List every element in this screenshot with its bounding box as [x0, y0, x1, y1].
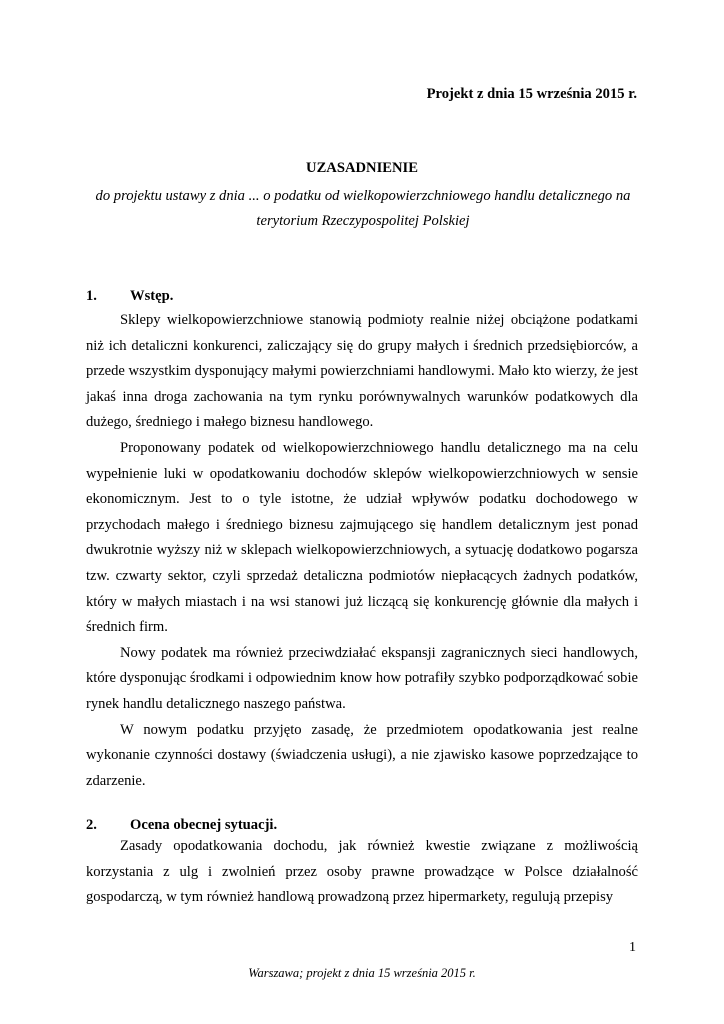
- section-heading-2: [86, 817, 277, 834]
- section-number-2: 2.: [86, 817, 97, 833]
- page-footer: Warszawa; projekt z dnia 15 września 2015 r.: [248, 966, 476, 980]
- paragraph: Zasady opodatkowania dochodu, jak również kwestie związane z możliwością korzystania z ulg i zwolnień przez osoby prawne prowadzące w Polsce działalność gospodarczą, w tym również handlową prowadzoną przez hipermarkety, regulują przepisy: [86, 838, 638, 906]
- paragraph: Nowy podatek ma również przeciwdziałać ekspansji zagranicznych sieci handlowych, które dysponując środkami i odpowiednim know how potrafiły szybko podporządkować sobie rynek handlu detalicznego naszego państwa.: [86, 644, 638, 712]
- project-date: Projekt z dnia 15 września 2015 r.: [426, 86, 637, 102]
- section-heading-1: [86, 288, 173, 305]
- paragraph: Proponowany podatek od wielkopowierzchniowego handlu detalicznego ma na celu wypełnienie luki w opodatkowaniu dochodów sklepów wielkopowierzchniowych w sensie ekonomicznym. Jest to o tyle istotne, że udział wpływów podatku dochodowego w przychodach małego i średniego biznesu zajmującego się handlem detalicznym jest ponad dwukrotnie wyższy niż w sklepach wielkopowierzchniowych, a sytuację dodatkowo pogarsza tzw. czwarty sektor, czyli sprzedaż detaliczna podmiotów niepłacących żadnych podatków, który w małych miastach i na wsi stanowi już liczącą się konkurencję głównie dla małych i średnich firm.: [86, 439, 638, 636]
- section-number-1: 1.: [86, 288, 97, 304]
- page-number: 1: [629, 940, 636, 955]
- section-body-1: [86, 308, 638, 794]
- document-title: UZASADNIENIE: [306, 160, 418, 176]
- section-title-2: Ocena obecnej sytuacji.: [130, 817, 278, 833]
- section-body-2: [86, 834, 638, 911]
- section-title-1: Wstęp.: [130, 288, 174, 304]
- paragraph: Sklepy wielkopowierzchniowe stanowią podmioty realnie niżej obciążone podatkami niż ich detaliczni konkurenci, zaliczający się do grupy małych i średnich przedsiębiorców, a przede wszystkim dysponujący małymi powierzchniami handlowymi. Mało kto wierzy, że jest jakaś inna droga zachowania na tym rynku porównywalnych warunków podatkowych dla dużego, średniego i małego biznesu handlowego.: [86, 312, 638, 431]
- paragraph: W nowym podatku przyjęto zasadę, że przedmiotem opodatkowania jest realne wykonanie czynności dostawy (świadczenia usługi), a nie zjawisko kasowe poprzedzające to zdarzenie.: [86, 721, 638, 789]
- document-subtitle: do projektu ustawy z dnia ... o podatku od wielkopowierzchniowego handlu detalicznego na terytorium Rzeczypospolitej Polskiej: [95, 188, 631, 229]
